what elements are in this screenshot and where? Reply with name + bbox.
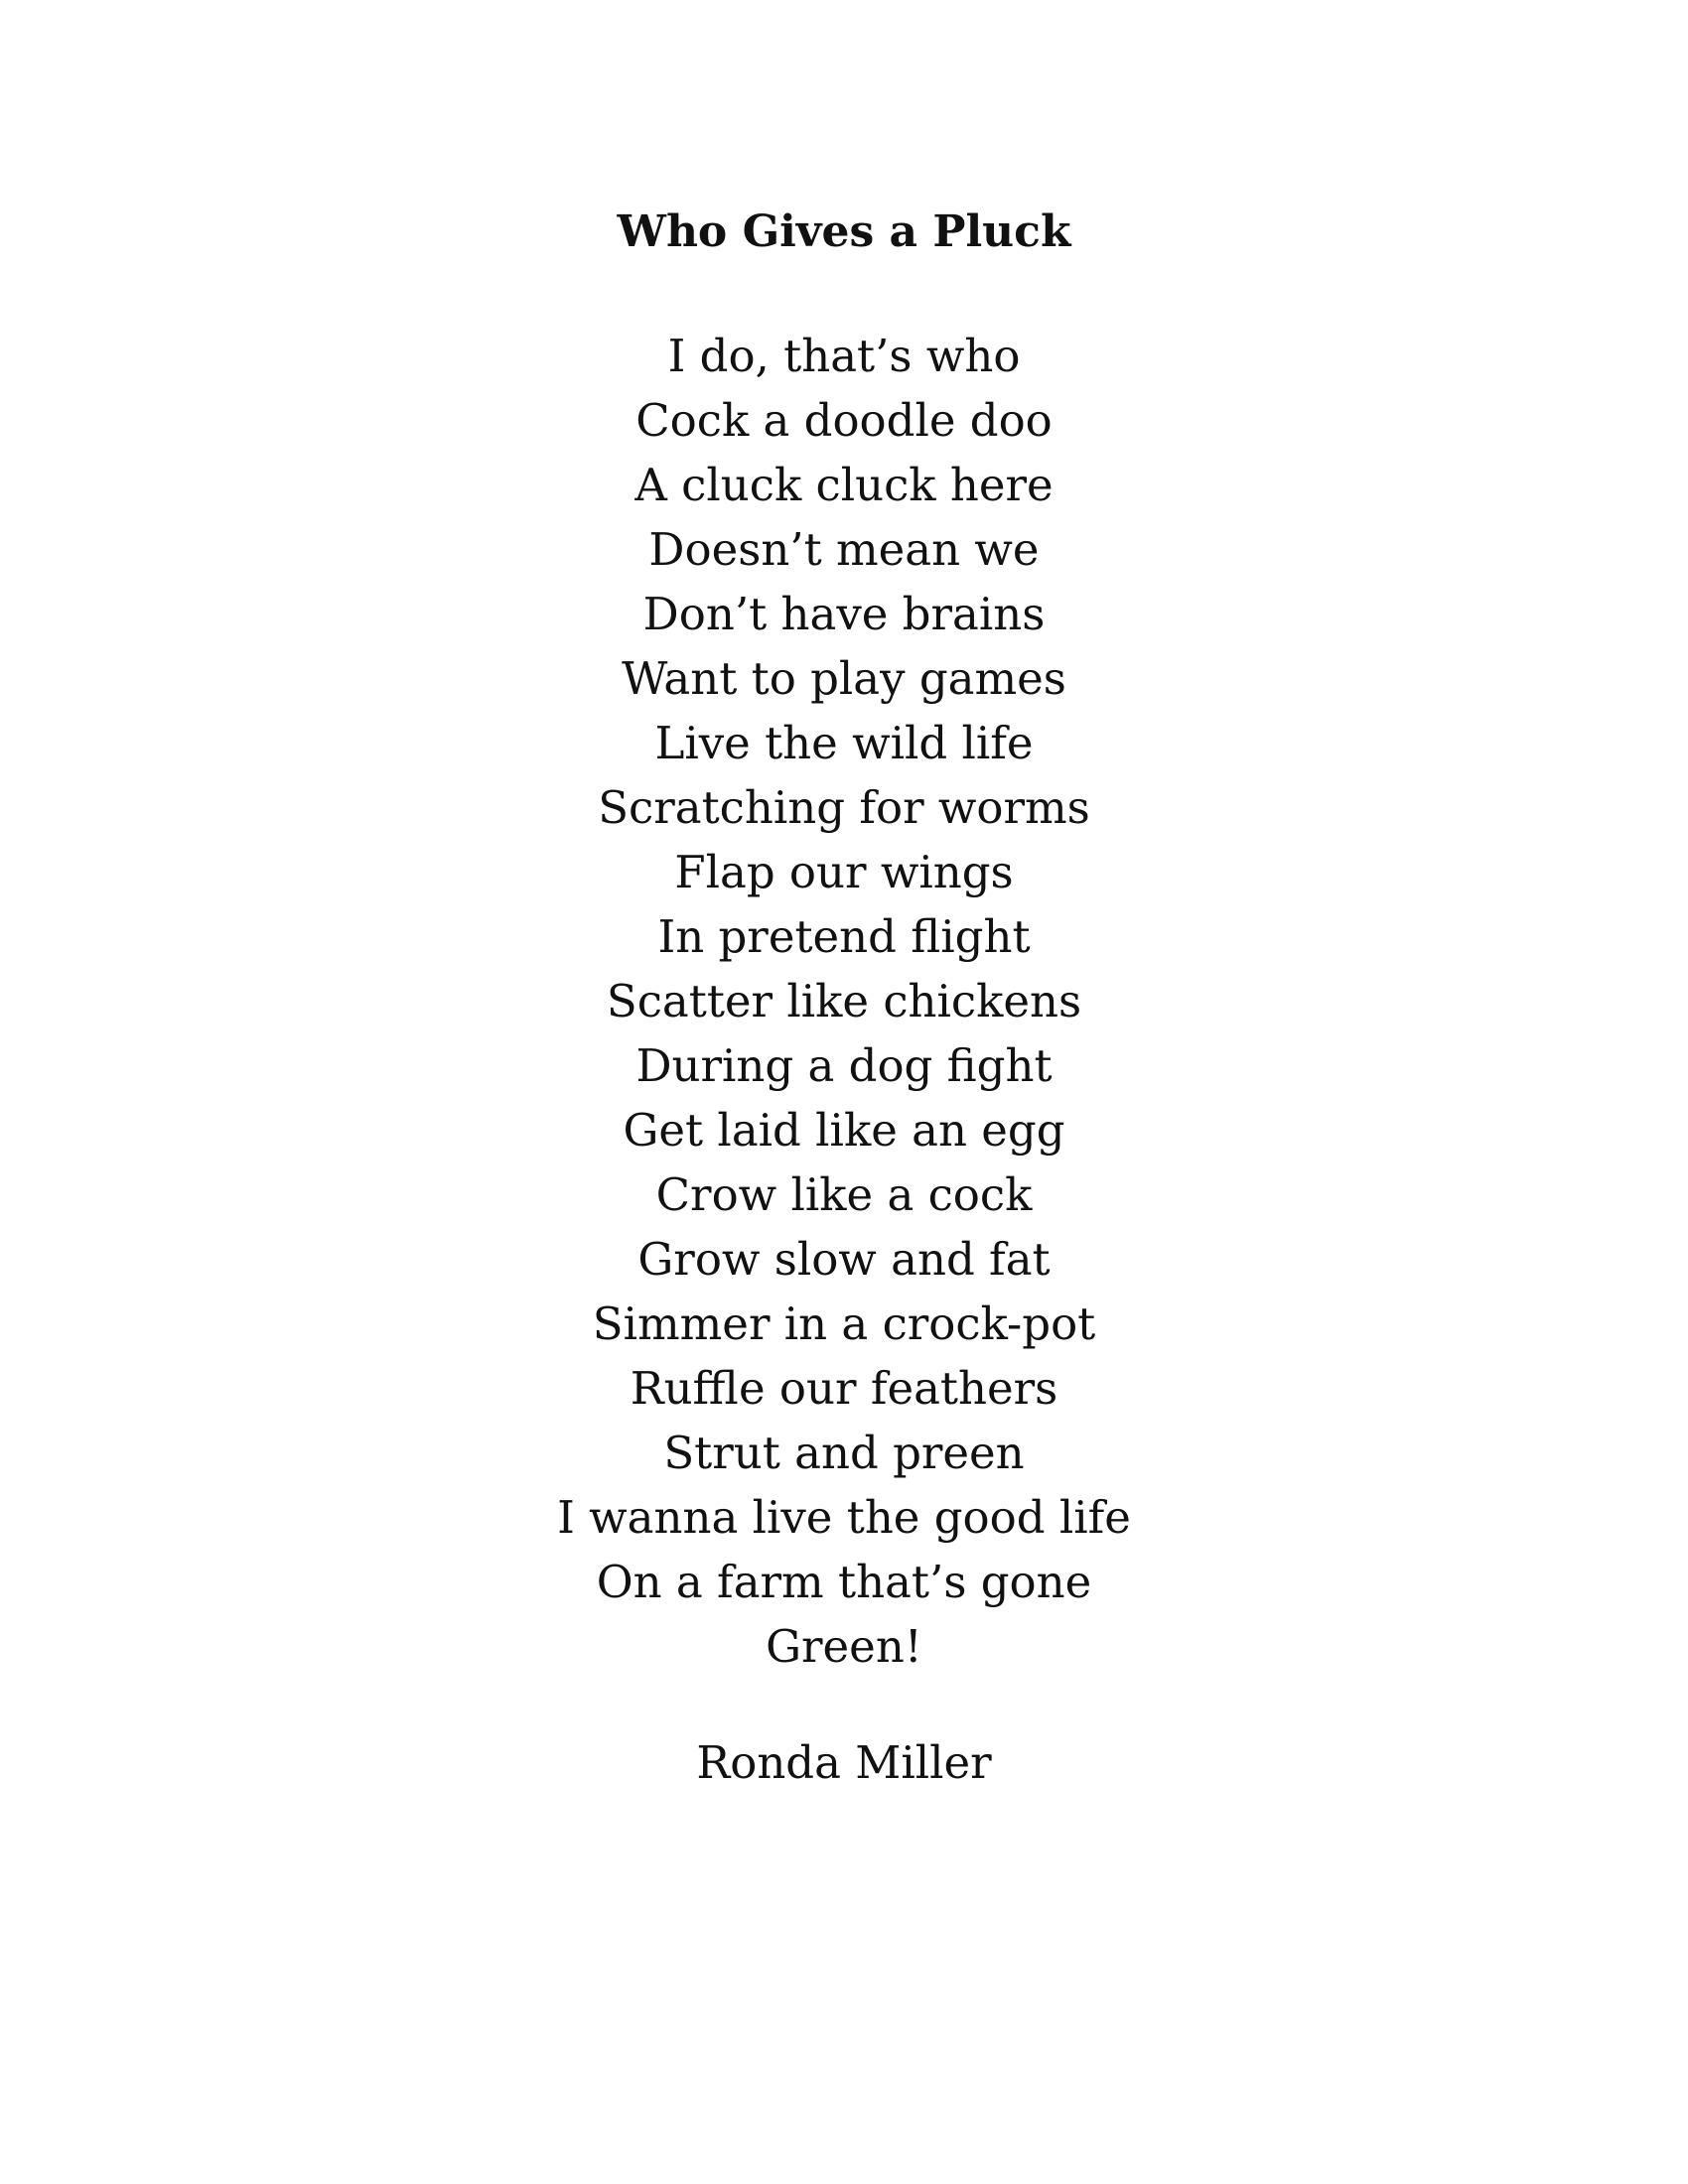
poem-line: Ruffle our feathers xyxy=(630,1362,1058,1415)
poem-line: Crow like a cock xyxy=(655,1168,1033,1221)
poem-line: Scratching for worms xyxy=(598,781,1090,834)
poem-line: Don’t have brains xyxy=(642,588,1046,640)
poem-line: A cluck cluck here xyxy=(634,459,1054,511)
poem-line: Simmer in a crock-pot xyxy=(592,1297,1096,1350)
poem xyxy=(0,195,1688,1795)
poem-stanza xyxy=(0,324,1688,1679)
poem-line: On a farm that’s gone xyxy=(596,1556,1092,1608)
poem-line: I wanna live the good life xyxy=(557,1491,1131,1544)
poem-line: Flap our wings xyxy=(674,846,1014,898)
poem-line: Green! xyxy=(766,1620,922,1673)
poem-line: Get laid like an egg xyxy=(623,1104,1065,1157)
poem-line: In pretend flight xyxy=(657,910,1031,963)
poem-line: Want to play games xyxy=(622,652,1066,705)
poem-line: Live the wild life xyxy=(654,717,1034,769)
poem-title: Who Gives a Pluck xyxy=(617,206,1071,257)
poem-line: Cock a doodle doo xyxy=(635,394,1053,447)
poem-line: Doesn’t mean we xyxy=(648,523,1040,576)
poem-line: Strut and preen xyxy=(663,1427,1025,1479)
poem-line: Grow slow and fat xyxy=(637,1233,1051,1286)
poem-line: Scatter like chickens xyxy=(606,975,1082,1027)
poem-line: I do, that’s who xyxy=(667,330,1021,382)
poem-author: Ronda Miller xyxy=(696,1736,992,1789)
poem-line: During a dog fight xyxy=(635,1039,1053,1092)
